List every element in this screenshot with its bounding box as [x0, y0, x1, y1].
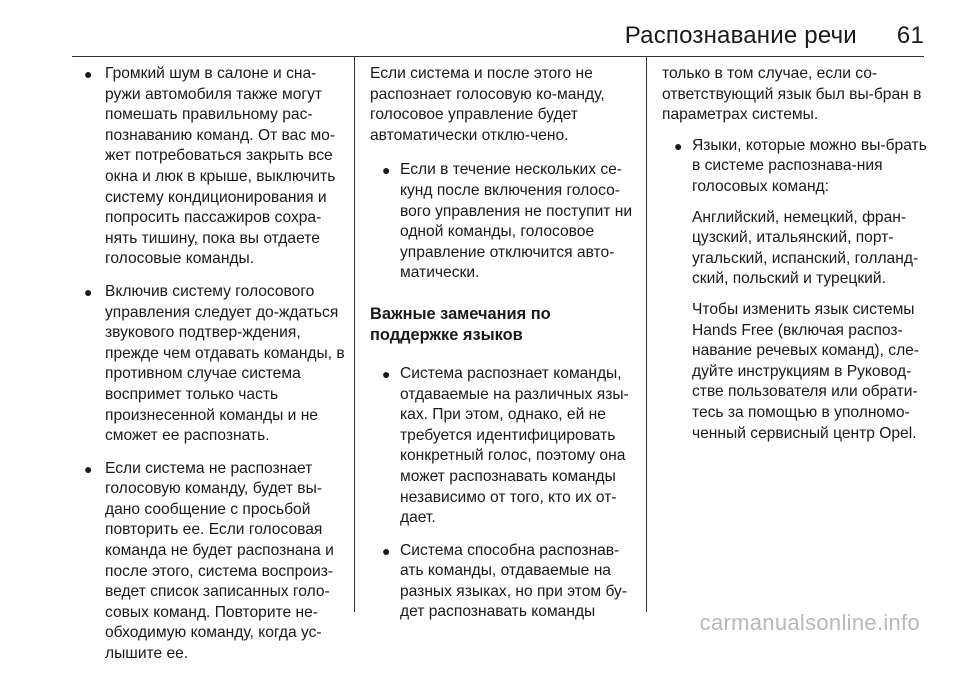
list-item — [370, 541, 638, 623]
list-item-text: Если в течение нескольких се-кунд после включения голосо-вого управления не поступит ни одной команды, голосовое управление отключится авто-матически. — [400, 161, 633, 282]
list-item — [370, 364, 638, 529]
bullet-icon: ● — [382, 365, 391, 382]
languages-list: Английский, немецкий, фран-цузский, итальянский, порт-угальский, испанский, голланд-ский, польский и турецкий. — [692, 208, 919, 288]
list-item — [370, 160, 638, 284]
list-item-text: Громкий шум в салоне и сна-ружи автомобиля также могут помешать правильному рас-познаванию команд. От вас мо-жет потребоваться закрыть все окна и люк в крыше, выключить систему кондиционирования и попросить пассажиров сохра-нять тишину, пока вы отдаете голосовые команды. — [105, 65, 336, 268]
paragraph: Если система и после этого не распознает голосовую ко-манду, голосовое управление будет автоматически отклю-чено. — [370, 65, 605, 144]
instruction-text: Чтобы изменить язык системы Hands Free (включая распоз-навание речевых команд), сле-дуйте инструкциям в Руковод-стве пользователя или обрати-тесь за помощью в уполномо-ченный сервисный центр Opel. — [692, 300, 920, 442]
list-item-text: Если система не распознает голосовую команду, будет вы-дано сообщение с просьбой повторить ее. Если голосовая команда не будет распознана и после этого, система воспроиз-ведет список записанных голо-совых команд. Повторите не-обходимую команду, когда ус-лышите ее. — [105, 459, 334, 663]
bullet-icon: ● — [382, 162, 391, 179]
bullet-icon: ● — [382, 542, 391, 559]
page-header — [625, 22, 924, 50]
column-1 — [72, 64, 346, 677]
list-item — [72, 64, 346, 270]
list-item — [662, 136, 928, 444]
column-3 — [662, 64, 928, 456]
bullet-icon: ● — [84, 283, 93, 300]
column-divider-2 — [646, 57, 647, 612]
paragraph: только в том случае, если со-ответствующий язык был вы-бран в параметрах системы. — [662, 65, 922, 124]
list-item — [72, 282, 346, 447]
header-rule — [72, 56, 924, 57]
bullet-icon: ● — [674, 137, 683, 154]
list-item-text: Система распознает команды, отдаваемые на различных язы-ках. При этом, однако, ей не требуется идентифицировать конкретный голос, поэтому она может распознавать команды независимо от того, кто их от-дает. — [400, 364, 629, 527]
list-item-text: Включив систему голосового управления следует до-ждаться звукового подтвер-ждения, прежде чем отдавать команды, в противном случае система воспримет только часть произнесенной команды и не сможет ее распознать. — [105, 282, 345, 445]
list-item-text: Языки, которые можно вы-брать в системе распознава-ния голосовых команд: — [692, 136, 927, 195]
bullet-icon: ● — [84, 66, 93, 82]
list-item — [72, 459, 346, 665]
column-divider-1 — [354, 57, 355, 612]
section-heading: Важные замечания по поддержке языков — [370, 304, 551, 344]
bullet-icon: ● — [84, 460, 93, 477]
list-item-text: Система способна распознав-ать команды, отдаваемые на разных языках, но при этом бу-дет распознавать команды — [400, 541, 628, 621]
column-2 — [370, 64, 638, 635]
page-number: 61 — [896, 22, 924, 49]
watermark: carmanualsonline.info — [699, 610, 920, 635]
page-title: Распознавание речи — [624, 22, 857, 49]
